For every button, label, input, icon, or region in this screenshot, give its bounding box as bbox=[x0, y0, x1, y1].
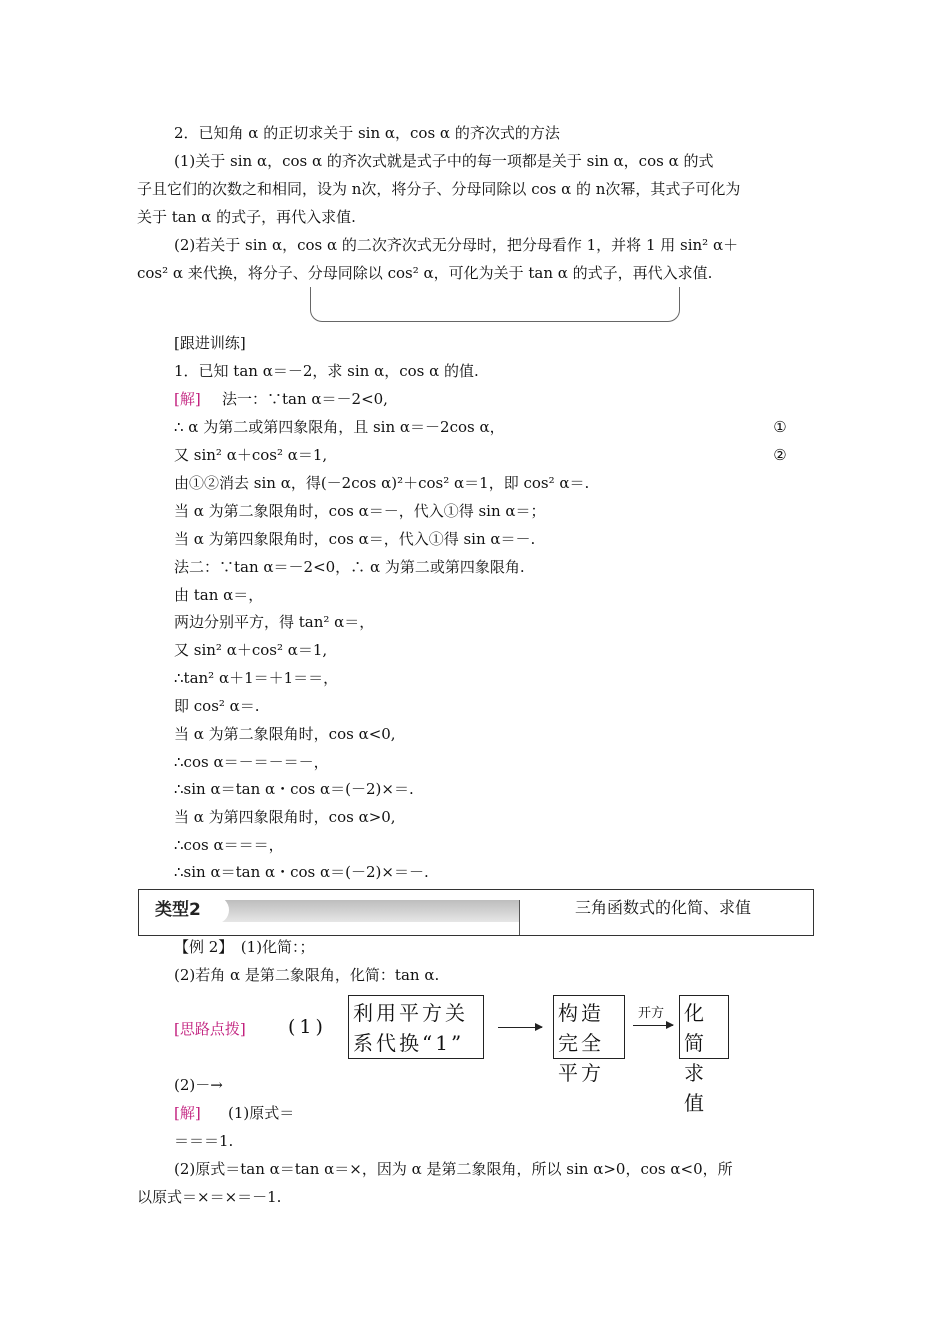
example-solution-line: (2)原式＝tan α＝tan α＝×，因为 α 是第二象限角，所以 sin α>0，cos α<0，所 bbox=[174, 1160, 733, 1178]
hint-part-2: (2)－→ bbox=[174, 1076, 223, 1094]
type-title: 三角函数式的化简、求值 bbox=[575, 898, 752, 917]
equation-marker-2: ② bbox=[773, 446, 787, 464]
practice-problem: 1．已知 tan α＝－2，求 sin α，cos α 的值. bbox=[174, 362, 479, 380]
solution-line: ∴ α 为第二或第四象限角，且 sin α＝－2cos α， bbox=[174, 418, 505, 436]
method-paragraph-1-line-2: 子且它们的次数之和相同，设为 n次，将分子、分母同除以 cos α 的 n次幂，其式子可化为 bbox=[137, 180, 741, 198]
method-heading: 2．已知角 α 的正切求关于 sin α，cos α 的齐次式的方法 bbox=[174, 124, 560, 142]
flow-arrow-right-icon bbox=[498, 1027, 542, 1028]
method-paragraph-1-line-1: (1)关于 sin α，cos α 的齐次式就是式子中的每一项都是关于 sin α，cos α 的式 bbox=[174, 152, 714, 170]
equation-marker-1: ① bbox=[773, 418, 787, 436]
method-paragraph-1-line-3: 关于 tan α 的式子，再代入求值. bbox=[137, 208, 356, 226]
example-solution-line: 以原式＝×＝×＝－1. bbox=[137, 1188, 282, 1206]
solution-line: ∴cos α＝－＝－＝－， bbox=[174, 753, 329, 771]
solution-line: 又 sin² α＋cos² α＝1, bbox=[174, 641, 328, 659]
flow-arrow-label: 开方 bbox=[638, 1006, 665, 1021]
type-banner bbox=[138, 889, 814, 936]
example-statement-2: (2)若角 α 是第二象限角，化简：tan α. bbox=[174, 966, 440, 984]
solution-line: 又 sin² α＋cos² α＝1, bbox=[174, 446, 328, 464]
solution-line: 法二：∵tan α＝－2<0，∴ α 为第二或第四象限角. bbox=[174, 558, 525, 576]
type-badge: 类型2 bbox=[145, 896, 229, 924]
solution-line: 当 α 为第二象限角时，cos α<0, bbox=[174, 725, 396, 743]
solution-line: 由 tan α＝， bbox=[174, 586, 264, 604]
method-paragraph-2-line-1: (2)若关于 sin α，cos α 的二次齐次式无分母时，把分母看作 1，并将 1 用 sin² α＋ bbox=[174, 236, 739, 254]
solution-line: 当 α 为第四象限角时，cos α>0, bbox=[174, 808, 396, 826]
example-solution-line: ＝＝＝1. bbox=[174, 1132, 234, 1150]
solution-line: 当 α 为第二象限角时，cos α＝－，代入①得 sin α＝； bbox=[174, 502, 546, 520]
solution-line: 即 cos² α＝. bbox=[174, 697, 260, 715]
solution-line: 当 α 为第四象限角时，cos α＝，代入①得 sin α＝－. bbox=[174, 530, 536, 548]
example-solution-line: (1)原式＝ bbox=[228, 1104, 295, 1122]
type-banner-divider bbox=[519, 900, 520, 935]
solution-line: 法一：∵tan α＝－2<0, bbox=[222, 390, 388, 408]
solution-tag: [解] bbox=[174, 1104, 201, 1122]
solution-line: ∴tan² α＋1＝＋1＝＝， bbox=[174, 669, 339, 687]
flow-step-square-relation: 利用平方关系代换“1” bbox=[348, 995, 484, 1059]
flow-step-complete-square: 构造完全平方 bbox=[553, 995, 625, 1059]
method-paragraph-2-line-2: cos² α 来代换，将分子、分母同除以 cos² α，可化为关于 tan α 的式子，再代入求值. bbox=[137, 264, 713, 282]
flow-arrow-right-icon bbox=[633, 1025, 673, 1026]
practice-heading: [跟进训练] bbox=[174, 334, 246, 352]
hint-tag: [思路点拨] bbox=[174, 1020, 246, 1038]
hint-part-label: (1) bbox=[288, 1016, 327, 1038]
solution-line: ∴sin α＝tan α・cos α＝(－2)×＝－. bbox=[174, 863, 429, 881]
solution-line: 由①②消去 sin α，得(－2cos α)²＋cos² α＝1，即 cos² α＝. bbox=[174, 474, 590, 492]
solution-line: ∴cos α＝＝＝， bbox=[174, 836, 284, 854]
flow-step-simplify: 化简求值 bbox=[679, 995, 729, 1059]
section-divider-bracket bbox=[310, 287, 680, 322]
solution-line: 两边分别平方，得 tan² α＝， bbox=[174, 613, 375, 631]
solution-tag: [解] bbox=[174, 390, 201, 408]
solution-line: ∴sin α＝tan α・cos α＝(－2)×＝. bbox=[174, 780, 414, 798]
example-statement-1: 【例 2】 (1)化简：； bbox=[174, 938, 315, 956]
